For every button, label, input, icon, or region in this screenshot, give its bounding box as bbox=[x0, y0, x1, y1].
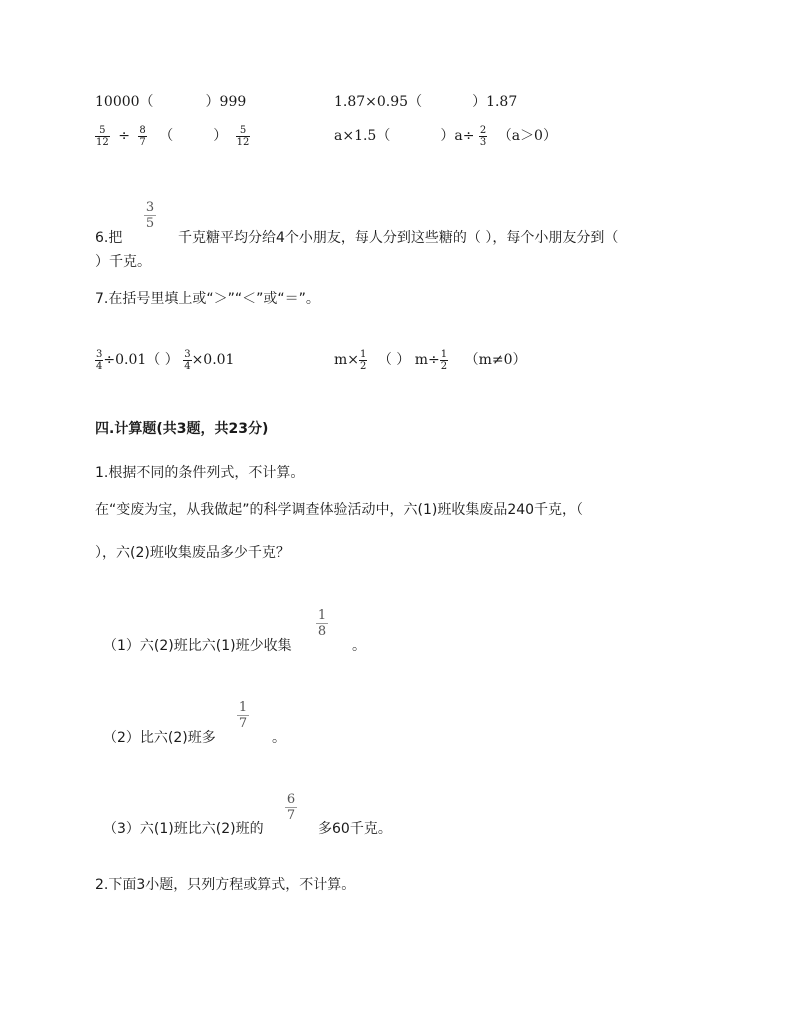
q6-line1: 千克糖平均分给4个小朋友，每人分到这些糖的（ ），每个小朋友分到（ bbox=[178, 230, 619, 246]
sub2-tail: 。 bbox=[272, 730, 286, 746]
sub1-tail: 。 bbox=[352, 638, 366, 654]
compare-a-expressions: a×1.5（ ）a÷ $\frac{2}{3}$ （a＞0） bbox=[334, 124, 557, 148]
sub3-label: （3）六(1)班比六(2)班的 bbox=[103, 821, 264, 837]
sub2-fraction: 1 7 bbox=[238, 700, 248, 731]
fraction: $\frac{8}{7}$ bbox=[139, 124, 146, 148]
q2-title: 2.下面3小题，只列方程或算式，不计算。 bbox=[95, 877, 356, 893]
sub2-label: （2）比六(2)班多 bbox=[103, 730, 216, 746]
q1-line1: 在“变废为宝，从我做起”的科学调查体验活动中，六(1)班收集废品240千克，（ bbox=[95, 502, 584, 518]
sub3-tail: 多60千克。 bbox=[318, 821, 392, 837]
fraction: $\frac{2}{3}$ bbox=[479, 124, 487, 148]
fraction: $\frac{1}{2}$ bbox=[360, 348, 367, 372]
q6-prefix: 6.把 bbox=[95, 230, 123, 246]
q6-line2: ）千克。 bbox=[95, 254, 151, 270]
fraction: $\frac{3}{4}$ bbox=[96, 348, 103, 372]
fraction: $\frac{3}{4}$ bbox=[184, 348, 191, 372]
fraction: $\frac{1}{2}$ bbox=[440, 348, 448, 372]
compare-10000-999: 10000（ ）999 bbox=[95, 94, 247, 110]
fraction: $\frac{5}{12}$ bbox=[96, 124, 109, 148]
q7-instruction: 7.在括号里填上或“＞”“＜”或“＝”。 bbox=[95, 291, 320, 307]
q7-expr-right: m× $\frac{1}{2}$ （ ） m÷ $\frac{1}{2}$ （m≠0） bbox=[334, 348, 527, 372]
section-heading: 四.计算题(共3题，共23分) bbox=[95, 421, 269, 437]
q6-fraction: 3 5 bbox=[145, 200, 155, 231]
sub3-fraction: 6 7 bbox=[286, 792, 296, 823]
sub1-label: （1）六(2)班比六(1)班少收集 bbox=[103, 638, 292, 654]
compare-1-87-product: 1.87×0.95（ ）1.87 bbox=[334, 94, 518, 110]
fraction: $\frac{5}{12}$ bbox=[236, 124, 250, 148]
q1-line2: ），六(2)班收集废品多少千克？ bbox=[95, 545, 290, 561]
compare-fraction-division: $\frac{5}{12}$ ÷ $\frac{8}{7}$ （ ） $\frac{5}{12}$ bbox=[96, 124, 250, 148]
q1-title: 1.根据不同的条件列式，不计算。 bbox=[95, 465, 305, 481]
q7-expr-left: $\frac{3}{4}$ ÷0.01（ ） $\frac{3}{4}$ ×0.01 bbox=[96, 348, 235, 372]
sub1-fraction: 1 8 bbox=[317, 608, 327, 639]
